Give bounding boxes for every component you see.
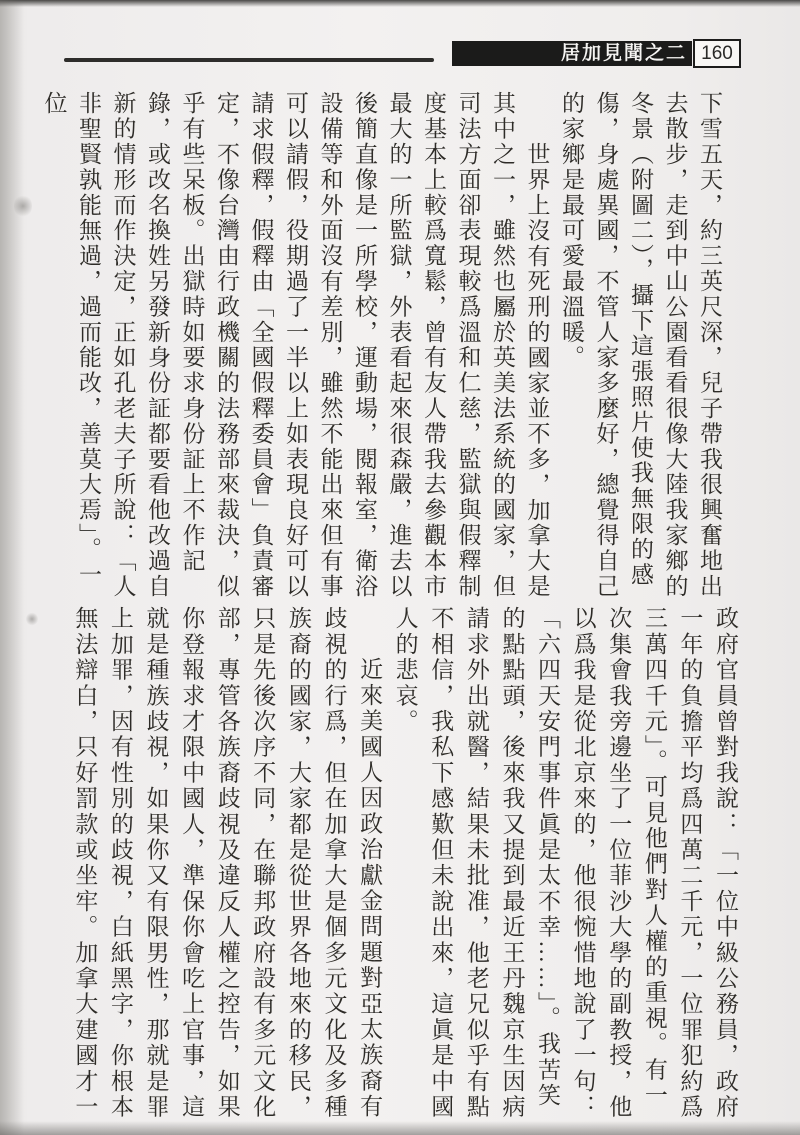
paragraph: 下雪五天，約三英尺深，兒子帶我很興奮地出去散步，走到中山公園看看很像大陸我家鄉的冬景（附圖二），攝下這張照片使我無限的感傷，身處異國，不管人家多麼好，總覺得自己的家鄉是最可愛最溫暖。 xyxy=(559,91,722,599)
text-block-top xyxy=(36,91,726,601)
paragraph: 近來美國人因政治獻金問題對亞太族裔有歧視的行爲，但在加拿大是個多元文化及多種族裔的國家，大家都是從世界各地來的移民，只是先後次序不同，在聯邦政府設有多元文化部，專管各族裔歧視及違反人權之控告，如果你登報求才限中國人，準保你會吃上官事，這就是種族歧視，如果你又有限男性，那就是罪上加罪，因有性別的歧視，白紙黑字，你根本無法辯白，只好罰款或坐牢。加拿大建國才一 xyxy=(72,606,383,1120)
paragraph: 政府官員曾對我說：「一位中級公務員，政府一年的負擔平均爲四萬二千元，一位罪犯約爲三萬四千元」。可見他們對人權的重視。有一次集會我旁邊坐了一位菲沙大學的副教授，他以爲我是從北京來的，他很惋惜地說了一句：「六四天安門事件眞是太不幸……」。我苦笑的點點頭，後來我又提到最近王丹魏京生因病請求外出就醫，結果未批准，他老兄似乎有點不相信，我私下感歎但未說出來，這眞是中國人的悲哀。 xyxy=(392,606,738,1120)
scan-edge-top xyxy=(0,0,800,7)
page-number: 160 xyxy=(701,43,733,64)
scan-artifact xyxy=(26,612,38,626)
scan-artifact xyxy=(14,194,32,218)
text-block-bottom xyxy=(67,606,743,1122)
section-title-bar xyxy=(452,41,692,66)
section-title: 居加見聞之二 xyxy=(560,43,687,64)
paragraph: 世界上沒有死刑的國家並不多，加拿大是其中之一，雖然也屬於英美法系統的國家，但司法方面卻表現較爲溫和仁慈，監獄與假釋制度基本上較爲寬鬆，曾有友人帶我去參觀本市最大的一所監獄，外表看起來很森嚴，進去以後簡直像是一所學校，運動場，閱報室，衛浴設備等和外面沒有差別，雖然不能出來但有事可以請假，役期過了一半以上如表現良好可以請求假釋，假釋由「全國假釋委員會」負責審定，不像台灣由行政機關的法務部來裁決，似乎有些呆板。出獄時如要求身份証上不作記錄，或改名換姓另發新身份証都要看他改過自新的情形而作決定，正如孔老夫子所說：「人非聖賢孰能無過，過而能改，善莫大焉」。一位 xyxy=(41,91,550,599)
scan-edge-left xyxy=(0,0,24,1135)
header-rule-line xyxy=(64,58,434,62)
page-number-box xyxy=(693,39,741,68)
scan-edge-bottom xyxy=(0,1121,800,1135)
